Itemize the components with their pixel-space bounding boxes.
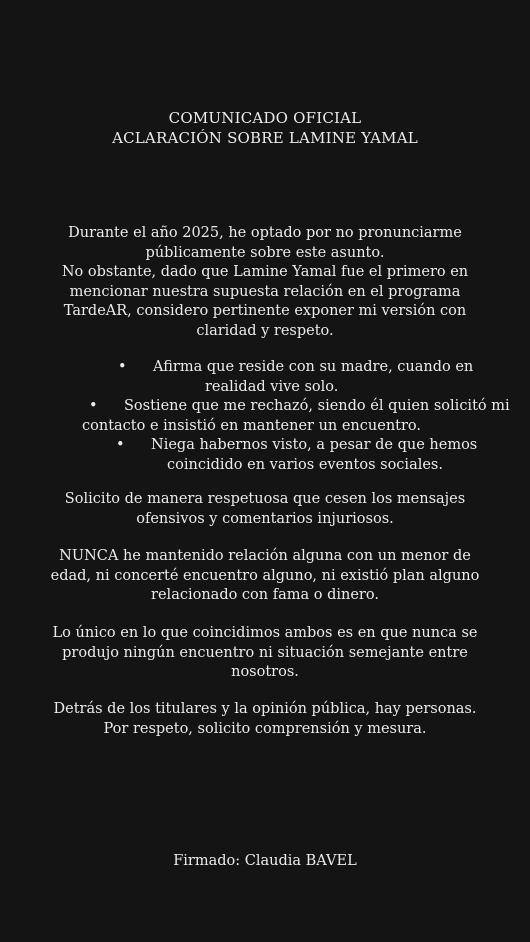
agreement-line: Lo único en lo que coincidimos ambos es en que nunca se <box>52 625 478 641</box>
intro-line: No obstante, dado que Lamine Yamal fue el primero en <box>61 264 469 280</box>
intro-line: claridad y respeto. <box>196 322 334 339</box>
intro-line: Durante el año 2025, he optado por no pronunciarme <box>68 225 462 241</box>
bullet-marker: • <box>116 437 125 453</box>
request-line: Solicito de manera respetuosa que cesen los mensajes <box>64 491 466 507</box>
intro-paragraph <box>0 224 530 341</box>
bullet-line: realidad vive solo. <box>205 378 339 395</box>
bullet-item <box>0 358 530 397</box>
intro-line: TardeAR, considero pertinente exponer mi versión con <box>63 303 467 319</box>
request-line: ofensivos y comentarios injuriosos. <box>136 510 394 527</box>
closing-paragraph <box>0 700 530 739</box>
denial-line: edad, ni concerté encuentro alguno, ni existió plan alguno <box>50 567 480 584</box>
closing-line: Detrás de los titulares y la opinión pública, hay personas. <box>53 701 477 717</box>
denial-line: NUNCA he mantenido relación alguna con un menor de <box>59 548 471 564</box>
request-paragraph <box>0 490 530 529</box>
bullet-line: contacto e insistió en mantener un encuentro. <box>82 417 421 434</box>
bullet-marker: • <box>89 398 98 414</box>
title-line-1: COMUNICADO OFICIAL <box>168 109 362 127</box>
bullet-line: Afirma que reside con su madre, cuando en <box>153 359 474 375</box>
bullet-item <box>0 397 530 436</box>
agreement-line: nosotros. <box>231 664 299 680</box>
bullet-list <box>0 358 530 475</box>
intro-line: públicamente sobre este asunto. <box>145 244 385 261</box>
bullet-marker: • <box>118 359 127 375</box>
denial-paragraph <box>0 547 530 606</box>
bullet-line: coincidido en varios eventos sociales. <box>167 456 443 473</box>
agreement-line: produjo ningún encuentro ni situación semejante entre <box>62 644 468 661</box>
agreement-paragraph <box>0 624 530 683</box>
denial-line: relacionado con fama o dinero. <box>151 587 379 603</box>
closing-line: Por respeto, solicito comprensión y mesura. <box>103 720 427 737</box>
signature: Firmado: Claudia BAVEL <box>173 853 357 869</box>
title-line-2: ACLARACIÓN SOBRE LAMINE YAMAL <box>112 129 418 147</box>
bullet-item <box>0 436 530 475</box>
bullet-line: Niega habernos visto, a pesar de que hemos <box>151 437 478 453</box>
bullet-line: Sostiene que me rechazó, siendo él quien solicitó mi <box>124 398 510 414</box>
intro-line: mencionar nuestra supuesta relación en el programa <box>69 283 461 300</box>
statement-title <box>0 108 530 148</box>
